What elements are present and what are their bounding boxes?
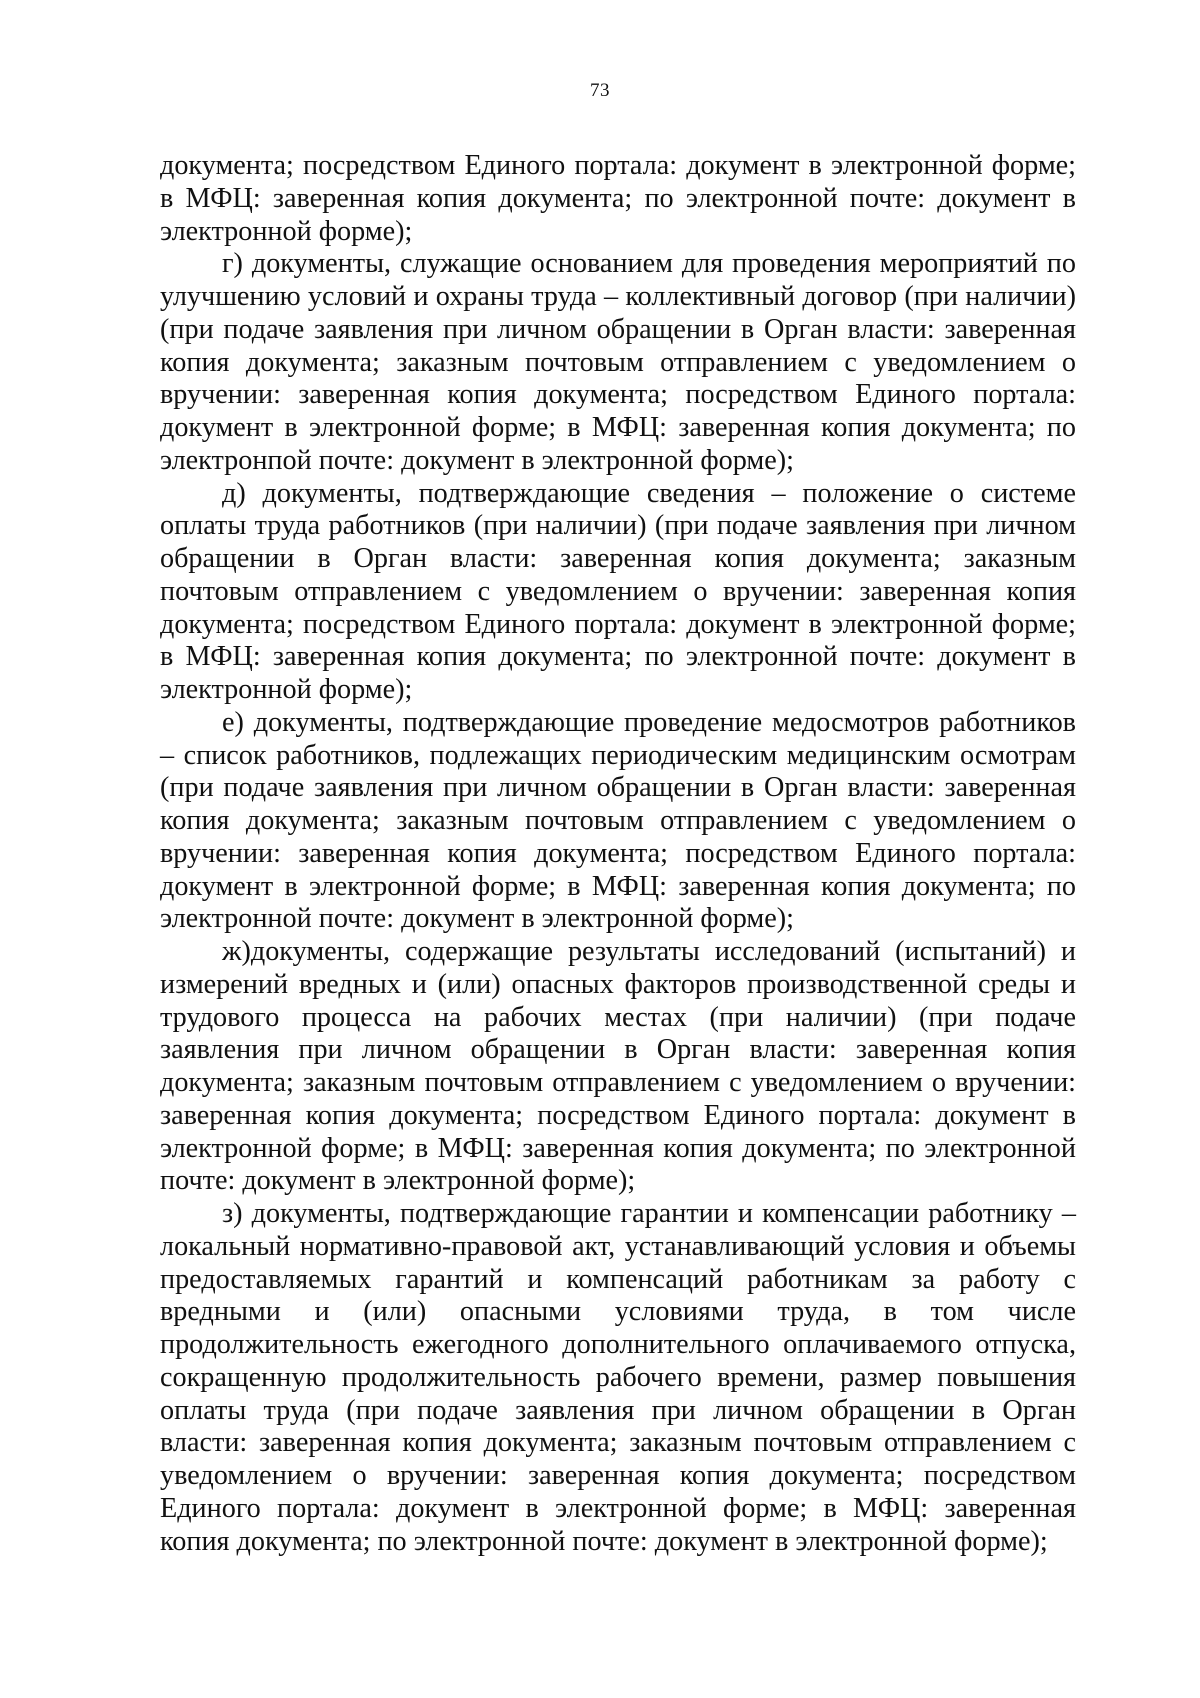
paragraph-item-e: е) документы, подтверждающие проведение медосмотров работников – список работников, подлежащих периодическим медицинским осмотрам (при подаче заявления при личном обращении в Орган власти: заверенная копия документа; заказным почтовым отправлением с уведомлением о вручении: заверенная копия документа; посредством Единого портала: документ в электронной форме; в МФЦ: заверенная копия документа; по электронной почте: документ в электронной форме); — [160, 706, 1076, 935]
page-number: 73 — [590, 80, 610, 101]
paragraph-item-g: г) документы, служащие основанием для проведения мероприятий по улучшению условий и охраны труда – коллективный договор (при наличии) (при подаче заявления при личном обращении в Орган власти: заверенная копия документа; заказным почтовым отправлением с уведомлением о вручении: заверенная копия документа; посредством Единого портала: документ в электронной форме; в МФЦ: заверенная копия документа; по электронпой почте: документ в электронной форме); — [160, 248, 1076, 476]
paragraph-item-z: з) документы, подтверждающие гарантии и компенсации работнику – локальный нормативно-правовой акт, устанавливающий условия и объемы предоставляемых гарантий и компенсаций работникам за работу с вредными и (или) опасными условиями труда, в том числе продолжительность ежегодного дополнительного оплачиваемого отпуска, сокращенную продолжительность рабочего времени, размер повышения оплаты труда (при подаче заявления при личном обращении в Орган власти: заверенная копия документа; заказным почтовым отправлением с уведомлением о вручении: заверенная копия документа; посредством Единого портала: документ в электронной форме; в МФЦ: заверенная копия документа; по электронной почте: документ в электронной форме); — [160, 1198, 1076, 1557]
paragraph-item-d: д) документы, подтверждающие сведения – положение о системе оплаты труда работников (при наличии) (при подаче заявления при личном обращении в Орган власти: заверенная копия документа; заказным почтовым отправлением с уведомлением о вручении: заверенная копия документа; посредством Единого портала: документ в электронной форме; в МФЦ: заверенная копия документа; по электронной почте: документ в электронной форме); — [160, 477, 1076, 705]
paragraph-continuation: документа; посредством Единого портала: документ в электронной форме; в МФЦ: заверенная копия документа; по электронной почте: документ в электронной форме); — [160, 150, 1076, 247]
paragraph-item-zh: ж)документы, содержащие результаты исследований (испытаний) и измерений вредных и (или) опасных факторов производственной среды и трудового процесса на рабочих местах (при наличии) (при подаче заявления при личном обращении в Орган власти: заверенная копия документа; заказным почтовым отправлением с уведомлением о вручении: заверенная копия документа; посредством Единого портала: документ в электронной форме; в МФЦ: заверенная копия документа; по электронной почте: документ в электронной форме); — [160, 936, 1076, 1197]
document-body — [160, 150, 1076, 1558]
